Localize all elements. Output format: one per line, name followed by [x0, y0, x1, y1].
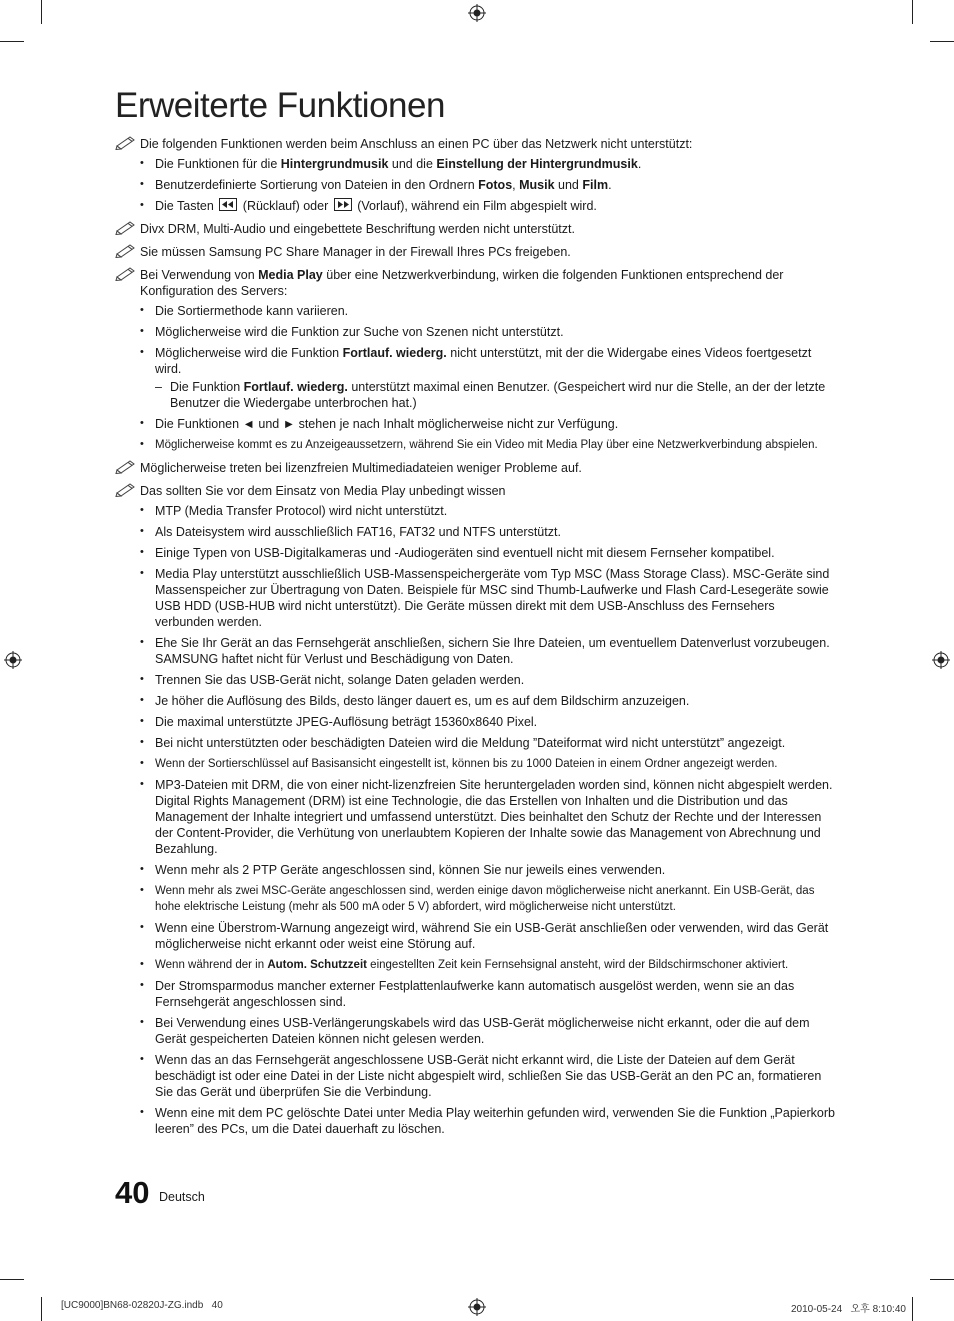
list-item — [115, 1015, 835, 1047]
text-run: Divx DRM, Multi-Audio und eingebettete Beschriftung werden nicht unterstützt. — [140, 222, 575, 236]
list-item — [115, 177, 835, 193]
list-item — [115, 777, 835, 857]
text-run: MP3-Dateien mit DRM, die von einer nicht-lizenzfreien Site heruntergeladen worden sind, können nicht abgespielt werden. Digital Rights Management (DRM) ist eine Technologie, die das Erstellen von Inhalten und die Distribution und das Management der Inhalte integriert und umfassend unterstützt. Dies beinhaltet den Schutz der Rechte und der Interessen der Content-Provider, die Verhütung von unerlaubtem Kopieren der Inhalte sowie das Management von Abrechnung und Bezahlung. — [155, 778, 833, 856]
content-area — [115, 136, 835, 1144]
note-pencil-icon — [115, 242, 137, 258]
text-run: Bei Verwendung eines USB-Verlängerungskabels wird das USB-Gerät möglicherweise nicht erkannt, oder die auf dem Gerät gespeicherten Dateien können nicht gelesen werden. — [155, 1016, 810, 1046]
note-pencil-icon — [115, 265, 137, 281]
emphasized-term: Hintergrundmusik — [280, 157, 389, 171]
text-run: Wenn mehr als 2 PTP Geräte angeschlossen sind, können Sie nur jeweils eines verwenden. — [155, 863, 666, 877]
rewind-key-icon — [219, 198, 237, 211]
text-run: Wenn eine mit dem PC gelöschte Datei unter Media Play weiterhin gefunden wird, verwenden Sie die Funktion „Papierkorb leeren” des PCs, um die Datei dauerhaft zu löschen. — [155, 1106, 835, 1136]
list-item — [115, 524, 835, 540]
text-run: MTP (Media Transfer Protocol) wird nicht unterstützt. — [155, 504, 448, 518]
list-item — [115, 735, 835, 751]
text-run: Wenn während der in — [155, 959, 268, 971]
list-item — [115, 693, 835, 709]
note — [115, 244, 835, 260]
print-file-info: [UC9000]BN68-02820J-ZG.indb 40 — [61, 1300, 223, 1311]
text-run: (Vorlauf), während ein Film abgespielt wird. — [353, 199, 597, 213]
print-datetime: 2010-05-24 오후 8:10:40 — [791, 1304, 906, 1315]
text-run: Sie müssen Samsung PC Share Manager in der Firewall Ihres PCs freigeben. — [140, 245, 571, 259]
list-item — [115, 437, 835, 453]
emphasized-term: Einstellung der Hintergrundmusik — [436, 157, 638, 171]
text-run: Wenn der Sortierschlüssel auf Basisansicht eingestellt ist, können bis zu 1000 Dateien in einem Ordner angezeigt werden. — [155, 758, 778, 770]
registration-mark-icon — [4, 651, 22, 669]
bullet-list — [115, 503, 835, 1137]
crop-mark — [930, 41, 954, 42]
text-run: (Rücklauf) oder — [239, 199, 332, 213]
crop-mark — [912, 1297, 913, 1321]
fast-forward-key-icon — [334, 198, 352, 211]
text-run: Media Play unterstützt ausschließlich USB-Massenspeichergeräte vom Typ MSC (Mass Storage Class). MSC-Geräte sind Massenspeicher zur Übertragung von Daten. Beispiele für MSC sind Thumb-Laufwerke und Flash Card-Lesegeräte sowie USB HDD (USB-HUB wird nicht unterstützt). Die Geräte müssen direkt mit dem USB-Anschluss des Fernsehers verbunden werden. — [155, 567, 830, 629]
list-item — [115, 416, 835, 432]
text-run: . — [608, 178, 612, 192]
text-run: Wenn eine Überstrom-Warnung angezeigt wird, während Sie ein USB-Gerät anschließen oder verwenden, wird das Gerät möglicherweise nicht erkannt oder weist eine Störung auf. — [155, 921, 829, 951]
text-run: Das sollten Sie vor dem Einsatz von Media Play unbedingt wissen — [140, 484, 506, 498]
note-text — [140, 221, 835, 237]
registration-mark-icon — [468, 1298, 486, 1316]
text-run: . — [637, 157, 642, 171]
text-run: Möglicherweise wird die Funktion — [155, 346, 343, 360]
emphasized-term: Musik — [519, 178, 555, 192]
text-run: und — [554, 178, 583, 192]
note — [115, 221, 835, 237]
sub-list — [155, 379, 835, 411]
registration-mark-icon — [468, 4, 486, 22]
list-item — [115, 920, 835, 952]
page-language: Deutsch — [159, 1190, 205, 1204]
text-run: Die Funktionen für die — [155, 157, 281, 171]
note — [115, 267, 835, 299]
text-run: Die Tasten — [155, 199, 218, 213]
note-text — [140, 460, 835, 476]
text-run: nicht unterstützt, mit der die Widergabe eines Videos foertgesetzt wird. — [155, 346, 812, 376]
registration-mark-icon — [932, 651, 950, 669]
text-run: Die Sortiermethode kann variieren. — [155, 304, 349, 318]
emphasized-term: Media Play — [258, 268, 323, 282]
crop-mark — [912, 0, 913, 24]
text-run: Wenn mehr als zwei MSC-Geräte angeschlossen sind, werden einige davon möglicherweise nicht anerkannt. Ein USB-Gerät, das hohe elektrische Leistung (mehr als 500 mA oder 5 V) abfordert, wird möglicherweise nicht unterstützt. — [155, 885, 815, 913]
note — [115, 483, 835, 499]
text-run: Die folgenden Funktionen werden beim Anschluss an einen PC über das Netzwerk nicht unterstützt: — [140, 137, 693, 151]
list-item — [115, 1052, 835, 1100]
crop-mark — [41, 1297, 42, 1321]
text-run: Bei nicht unterstützten oder beschädigten Dateien wird die Meldung ”Dateiformat wird nicht unterstützt” angezeigt. — [155, 736, 786, 750]
note-pencil-icon — [115, 458, 137, 474]
crop-mark — [0, 1279, 24, 1280]
sub-list-item — [155, 379, 835, 411]
list-item — [115, 756, 835, 772]
list-item — [115, 198, 835, 214]
bullet-list — [115, 156, 835, 214]
emphasized-term: Fotos — [478, 178, 513, 192]
text-run: Bei Verwendung von — [140, 268, 259, 282]
text-run: Je höher die Auflösung des Bilds, desto länger dauert es, um es auf dem Bildschirm anzuzeigen. — [155, 694, 690, 708]
note-pencil-icon — [115, 134, 137, 150]
note-text — [140, 244, 835, 260]
list-item — [115, 324, 835, 340]
note — [115, 460, 835, 476]
text-run: Möglicherweise treten bei lizenzfreien Multimediadateien weniger Probleme auf. — [140, 461, 582, 475]
emphasized-term: Fortlauf. wiederg. — [342, 346, 447, 360]
list-item — [115, 862, 835, 878]
text-run: über eine Netzwerkverbindung, wirken die folgenden Funktionen entsprechend der Konfiguration des Servers: — [140, 268, 784, 298]
text-run: Einige Typen von USB-Digitalkameras und -Audiogeräten sind eventuell nicht mit diesem Fernseher kompatibel. — [155, 546, 775, 560]
crop-mark — [0, 41, 24, 42]
text-run: und die — [388, 157, 437, 171]
text-run: Benutzerdefinierte Sortierung von Dateien in den Ordnern — [155, 178, 479, 192]
list-item — [115, 672, 835, 688]
list-item — [115, 303, 835, 319]
note — [115, 136, 835, 152]
list-item — [115, 345, 835, 411]
text-run: Als Dateisystem wird ausschließlich FAT16, FAT32 und NTFS unterstützt. — [155, 525, 561, 539]
text-run: eingestellten Zeit kein Fernsehsignal ansteht, wird der Bildschirmschoner aktiviert. — [366, 959, 789, 971]
text-run: , — [512, 178, 520, 192]
emphasized-term: Film — [582, 178, 609, 192]
text-run: Wenn das an das Fernsehgerät angeschlossene USB-Gerät nicht erkannt wird, die Liste der Dateien auf dem Gerät beschädigt ist oder eine Datei in der Liste nicht abgespielt wird, schließen Sie das USB-Gerät an den PC an, formatieren Sie das Gerät und überprüfen Sie die Verbindung. — [155, 1053, 822, 1099]
list-item — [115, 978, 835, 1010]
list-item — [115, 1105, 835, 1137]
note-text — [140, 136, 835, 152]
text-run: Die Funktion — [170, 380, 244, 394]
list-item — [115, 156, 835, 172]
crop-mark — [930, 1279, 954, 1280]
text-run: unterstützt maximal einen Benutzer. (Gespeichert wird nur die Stelle, an der der letzte Benutzer die Wiedergabe unterbrochen hat.) — [170, 380, 826, 410]
crop-mark — [41, 0, 42, 24]
list-item — [115, 714, 835, 730]
bullet-list — [115, 303, 835, 453]
text-run: Die maximal unterstützte JPEG-Auflösung beträgt 15360x8640 Pixel. — [155, 715, 538, 729]
page-title: Erweiterte Funktionen — [115, 86, 445, 125]
list-item — [115, 566, 835, 630]
text-run: Ehe Sie Ihr Gerät an das Fernsehgerät anschließen, sichern Sie Ihre Dateien, um eventuellem Datenverlust vorzubeugen. SAMSUNG haftet nicht für Verlust und Beschädigung von Daten. — [155, 636, 830, 666]
note-text — [140, 267, 835, 299]
text-run: Der Stromsparmodus mancher externer Festplattenlaufwerke kann automatisch ausgelöst werden, wenn sie an das Fernsehgerät angeschlossen sind. — [155, 979, 795, 1009]
note-pencil-icon — [115, 481, 137, 497]
emphasized-term: Fortlauf. wiederg. — [243, 380, 348, 394]
note-pencil-icon — [115, 219, 137, 235]
list-item — [115, 545, 835, 561]
list-item — [115, 957, 835, 973]
text-run: Möglicherweise wird die Funktion zur Suche von Szenen nicht unterstützt. — [155, 325, 564, 339]
text-run: Die Funktionen ◄ und ► stehen je nach Inhalt möglicherweise nicht zur Verfügung. — [155, 417, 619, 431]
list-item — [115, 635, 835, 667]
text-run: Möglicherweise kommt es zu Anzeigeaussetzern, während Sie ein Video mit Media Play über eine Netzwerkverbindung abspielen. — [155, 439, 818, 451]
text-run: Trennen Sie das USB-Gerät nicht, solange Daten geladen werden. — [155, 673, 525, 687]
note-text — [140, 483, 835, 499]
page-number: 40 — [115, 1175, 150, 1210]
emphasized-term: Autom. Schutzzeit — [267, 959, 367, 971]
list-item — [115, 503, 835, 519]
list-item — [115, 883, 835, 915]
